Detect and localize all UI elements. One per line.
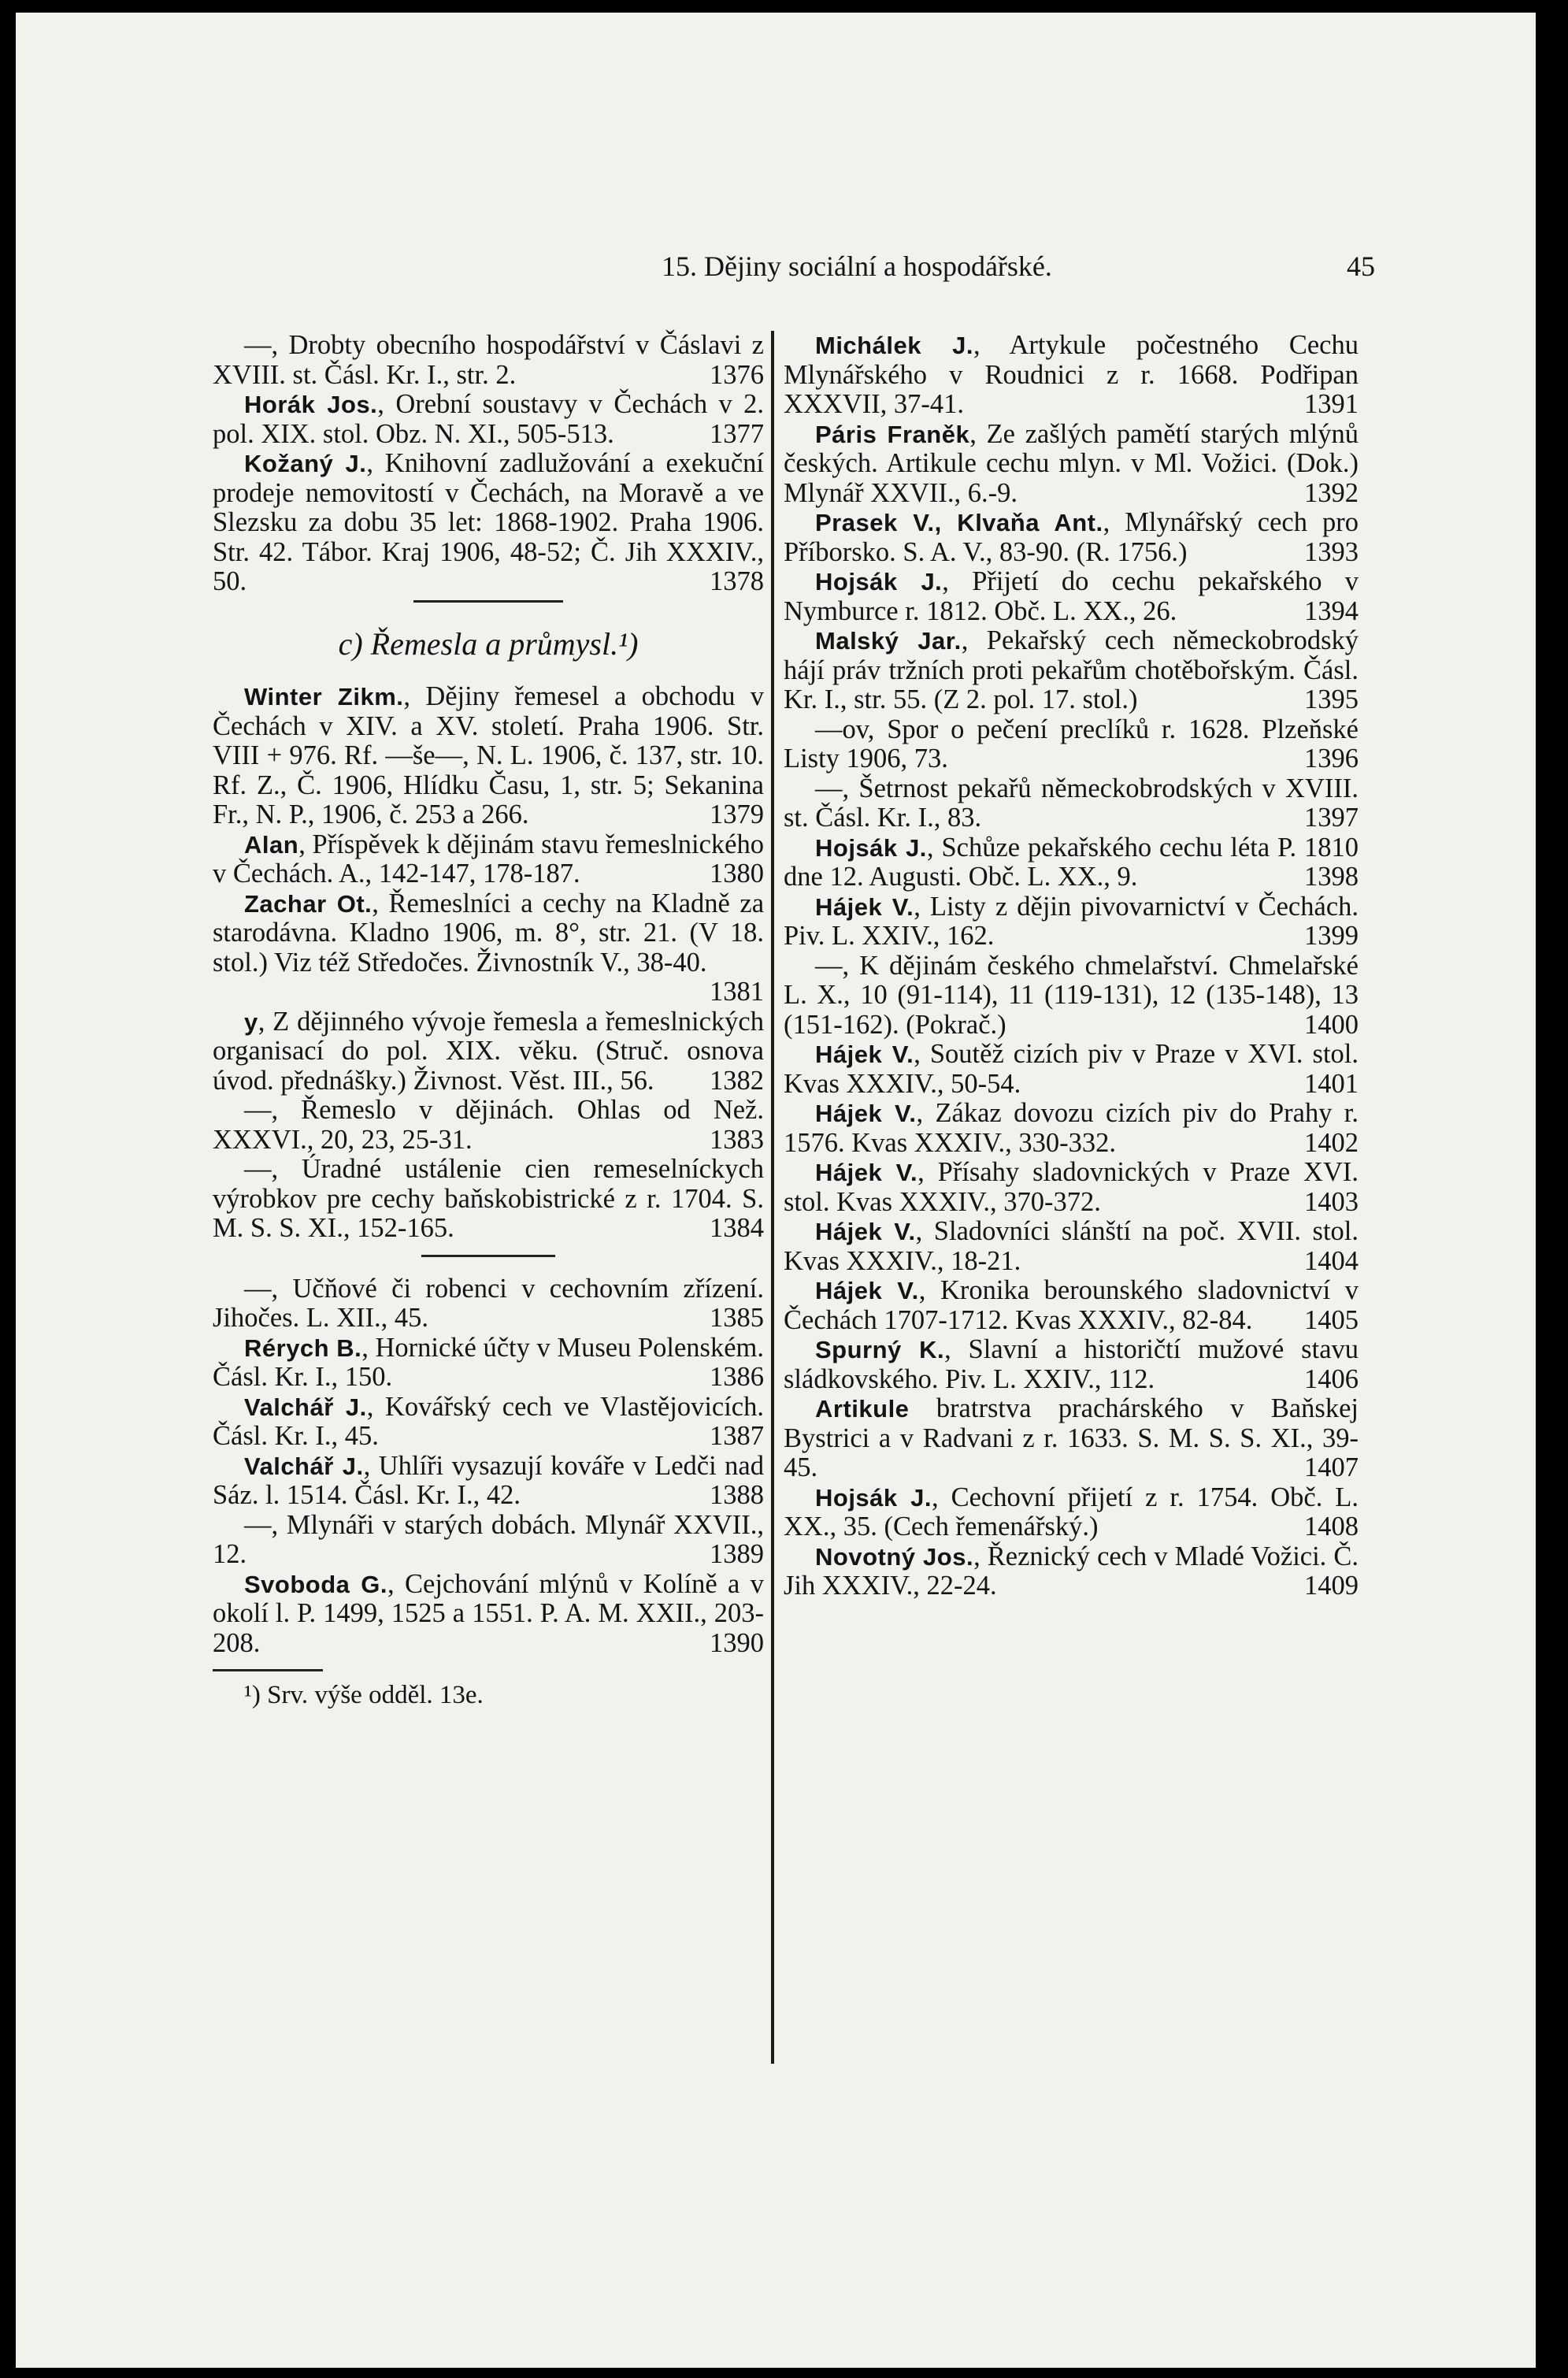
- author-name: Artikule: [815, 1395, 910, 1423]
- bibliography-entry: [784, 715, 1359, 774]
- bibliography-entry: [213, 1452, 764, 1511]
- entry-text: , Kovářský cech ve Vlastějovicích. Čásl. Kr. I., 45.: [213, 1391, 764, 1451]
- entry-number: 1390: [710, 1627, 764, 1658]
- entry-number: 1384: [710, 1213, 764, 1243]
- entry-number: 1395: [1304, 684, 1359, 714]
- entry-text: , Slavní a historičtí mužové stavu sládkovského. Piv. L. XXIV., 112.: [784, 1334, 1359, 1394]
- entry-number: 1409: [1304, 1571, 1359, 1601]
- entry-text: , Řemeslníci a cechy na Kladně za starodávna. Kladno 1906, m. 8°, str. 21. (V 18. stol.) Viz též Středočes. Živnostník V., 38-40.: [213, 888, 765, 978]
- bibliography-entry: [213, 1155, 764, 1244]
- entry-number: 1407: [1304, 1452, 1359, 1482]
- author-name: Hojsák J.: [815, 833, 927, 862]
- entry-text: , Zákaz dovozu cizích piv do Prahy r. 1576. Kvas XXXIV., 330-332.: [784, 1098, 1359, 1158]
- entry-text: —, Řemeslo v dějinách. Ohlas od Než. XXXVI., 20, 23, 25-31.: [213, 1095, 764, 1155]
- footnote: ¹) Srv. výše odděl. 13e.: [244, 1681, 484, 1709]
- entry-text: —, Šetrnost pekařů německobrodských v XVIII. st. Čásl. Kr. I., 83.: [784, 773, 1359, 833]
- entry-number: 1399: [1304, 921, 1359, 951]
- entry-number: 1403: [1304, 1186, 1359, 1217]
- entry-number: 1391: [1304, 389, 1359, 419]
- author-name: Hájek V.: [815, 1277, 919, 1304]
- bibliography-entry: [213, 1274, 764, 1334]
- author-name: Novotný Jos.: [815, 1542, 974, 1571]
- bibliography-entry: [213, 449, 764, 597]
- entry-number: 1383: [710, 1124, 764, 1155]
- entry-text: —, K dějinám českého chmelařství. Chmelařské L. X., 10 (91-114), 11 (119-131), 12 (135-148), 13 (151-162). (Pokrač.): [784, 950, 1359, 1040]
- entry-text: , Mlynářský cech pro Příborsko. S. A. V., 83-90. (R. 1756.): [784, 507, 1359, 567]
- author-name: Páris Franěk: [815, 420, 970, 448]
- author-name: Svoboda G.: [244, 1570, 388, 1598]
- bibliography-entry: [213, 1393, 764, 1452]
- bibliography-entry: [213, 331, 764, 390]
- entry-list-a: [213, 331, 764, 597]
- bibliography-entry: [784, 1276, 1359, 1335]
- entry-text: —, Mlynáři v starých dobách. Mlynář XXVII., 12.: [213, 1509, 764, 1569]
- entry-text: , Cejchování mlýnů v Kolíně a v okolí l. P. 1499, 1525 a 1551. P. A. M. XXII., 203-208.: [213, 1568, 764, 1658]
- entry-number: 1388: [710, 1480, 764, 1510]
- entry-text: , Příspěvek k dějinám stavu řemeslnického v Čechách. A., 142-147, 178-187.: [213, 829, 764, 889]
- bibliography-entry: [784, 952, 1359, 1041]
- entry-text: , Přijetí do cechu pekařského v Nymburce r. 1812. Obč. L. XX., 26.: [784, 566, 1359, 626]
- entry-text: —, Učňové či robenci v cechovním zřízení. Jihočes. L. XII., 45.: [213, 1273, 764, 1333]
- author-name: Hojsák J.: [815, 1483, 932, 1512]
- author-name: Hájek V.: [815, 1218, 916, 1245]
- entry-text: , Uhlíři vysazují kováře v Ledči nad Sáz. l. 1514. Čásl. Kr. I., 42.: [213, 1450, 764, 1510]
- author-name: Valchář J.: [244, 1452, 364, 1480]
- entry-text: , Z dějinného vývoje řemesla a řemeslnických organisací do pol. XIX. věku. (Struč. osnova úvod. přednášky.) Živnost. Věst. III., 56.: [213, 1006, 764, 1096]
- page-number: 45: [1347, 250, 1375, 282]
- column-divider: [771, 331, 774, 2064]
- bibliography-entry: [213, 1096, 764, 1155]
- entry-list-right: [784, 331, 1359, 1601]
- entry-number: 1397: [1304, 803, 1359, 833]
- entry-number: 1378: [710, 566, 764, 596]
- entry-text: , Ze zašlých pamětí starých mlýnů českých. Artikule cechu mlyn. v Ml. Vožici. (Dok.) Mlynář XXVII., 6.-9.: [784, 418, 1359, 508]
- entry-text: , Řeznický cech v Mladé Vožici. Č. Jih XXXIV., 22-24.: [784, 1541, 1359, 1601]
- left-column: [213, 331, 764, 1711]
- bibliography-entry: [784, 892, 1359, 952]
- bibliography-entry: [213, 830, 764, 889]
- author-name: Hojsák J.: [815, 568, 943, 595]
- entry-text: , Hornické účty v Museu Polenském. Čásl. Kr. I., 150.: [213, 1332, 764, 1392]
- entry-text: , Dějiny řemesel a obchodu v Čechách v XIV. a XV. století. Praha 1906. Str. VIII + 976. Rf. —še—, N. L. 1906, č. 137, str. 10. Rf. Z., Č. 1906, Hlídku Času, 1, str. 5; Sekanina Fr., N. P., 1906, č. 253 a 266.: [213, 681, 764, 829]
- entry-text: —, Drobty obecního hospodářství v Čáslavi z XVIII. st. Čásl. Kr. I., str. 2.: [213, 330, 764, 390]
- footnote-rule: [213, 1669, 323, 1671]
- entry-text: , Listy z dějin pivovarnictví v Čechách. Piv. L. XXIV., 162.: [784, 891, 1359, 951]
- bibliography-entry: [784, 1158, 1359, 1217]
- entry-number: 1379: [710, 799, 764, 829]
- entry-number: 1389: [710, 1539, 764, 1569]
- bibliography-entry: [213, 1511, 764, 1570]
- author-name: Zachar Ot.: [244, 889, 373, 918]
- bibliography-entry: [784, 1483, 1359, 1542]
- entry-number: 1394: [1304, 595, 1359, 626]
- author-name: Winter Zikm.: [244, 683, 404, 710]
- entry-number: 1386: [710, 1362, 764, 1392]
- separator-rule: [413, 600, 563, 603]
- entry-text: , Schůze pekařského cechu léta P. 1810 dne 12. Augusti. Obč. L. XX., 9.: [784, 832, 1359, 892]
- bibliography-entry: [784, 774, 1359, 833]
- author-name: Prasek V., Klvaňa Ant.: [815, 509, 1103, 536]
- bibliography-entry: [213, 390, 764, 449]
- entry-number: 1402: [1304, 1127, 1359, 1158]
- author-name: Valchář J.: [244, 1393, 367, 1421]
- author-name: Rérych B.: [244, 1334, 362, 1362]
- entry-text: , Artykule počestného Cechu Mlynářského v Roudnici z r. 1668. Podřipan XXXVII, 37-41.: [784, 330, 1359, 419]
- right-column: [784, 331, 1359, 1601]
- entry-number: 1387: [710, 1421, 764, 1451]
- bibliography-entry: [784, 1217, 1359, 1276]
- bibliography-entry: [784, 1394, 1359, 1483]
- bibliography-entry: [784, 420, 1359, 509]
- entry-number: 1392: [1304, 477, 1359, 508]
- separator-rule: [421, 1255, 555, 1257]
- bibliography-entry: [784, 1335, 1359, 1394]
- entry-text: , Sladovníci slánští na poč. XVII. stol. Kvas XXXIV., 18-21.: [784, 1216, 1359, 1276]
- entry-number: 1404: [1304, 1245, 1359, 1276]
- entry-number: 1382: [710, 1065, 764, 1096]
- entry-number: 1381: [710, 977, 764, 1007]
- entry-number: 1406: [1304, 1363, 1359, 1394]
- entry-number: 1385: [710, 1303, 764, 1333]
- bibliography-entry: [784, 833, 1359, 892]
- bibliography-entry: [784, 331, 1359, 420]
- bibliography-entry: [784, 567, 1359, 626]
- entry-number: 1400: [1304, 1009, 1359, 1040]
- bibliography-entry: [213, 1334, 764, 1393]
- entry-text: , Pekařský cech německobrodský hájí práv tržních proti pekařům chotěbořským. Čásl. Kr. I., str. 55. (Z 2. pol. 17. stol.): [784, 625, 1359, 714]
- bibliography-entry: [213, 682, 764, 830]
- entry-number: 1398: [1304, 862, 1359, 892]
- entry-list-b: [213, 682, 764, 1244]
- entry-number: 1380: [710, 859, 764, 889]
- author-name: Hájek V.: [815, 892, 914, 921]
- entry-number: 1377: [710, 418, 764, 449]
- author-name: Michálek J.: [815, 332, 974, 359]
- entry-text: , Orební soustavy v Čechách v 2. pol. XIX. stol. Obz. N. XI., 505-513.: [213, 389, 764, 449]
- author-name: y: [244, 1007, 258, 1036]
- author-name: Spurný K.: [815, 1336, 945, 1363]
- entry-number: 1401: [1304, 1068, 1359, 1099]
- entry-number: 1408: [1304, 1512, 1359, 1541]
- bibliography-entry: [213, 889, 764, 1007]
- bibliography-entry: [784, 1040, 1359, 1099]
- author-name: Horák Jos.: [244, 391, 378, 418]
- entry-list-c: [213, 1274, 764, 1659]
- author-name: Alan: [244, 830, 299, 859]
- running-header: 15. Dějiny sociální a hospodářské.: [662, 250, 1052, 282]
- entry-text: —ov, Spor o pečení preclíků r. 1628. Plzeňské Listy 1906, 73.: [784, 714, 1359, 773]
- entry-text: , Přísahy sladovnických v Praze XVI. stol. Kvas XXXIV., 370-372.: [784, 1157, 1359, 1217]
- bibliography-entry: [784, 626, 1359, 715]
- entry-number: 1376: [710, 359, 764, 390]
- author-name: Hájek V.: [815, 1100, 917, 1127]
- entry-number: 1396: [1304, 744, 1359, 773]
- author-name: Kožaný J.: [244, 450, 367, 477]
- author-name: Malský Jar.: [815, 627, 962, 655]
- entry-text: bratrstva prachárského v Baňskej Bystrici a v Radvani z r. 1633. S. M. S. S. XI., 39-45.: [784, 1393, 1359, 1482]
- bibliography-entry: [213, 1570, 764, 1659]
- bibliography-entry: [784, 1099, 1359, 1158]
- entry-number: 1393: [1304, 536, 1359, 567]
- section-heading: c) Řemesla a průmysl.¹): [338, 625, 639, 662]
- entry-number: 1405: [1304, 1304, 1359, 1335]
- entry-text: —, Úradné ustálenie cien remeselníckych výrobkov pre cechy baňskobistrické z r. 1704. S. M. S. S. XI., 152-165.: [213, 1154, 764, 1243]
- author-name: Hájek V.: [815, 1159, 918, 1186]
- bibliography-entry: [784, 508, 1359, 567]
- entry-text: , Cechovní přijetí z r. 1754. Obč. L. XX., 35. (Cech řemenářský.): [784, 1482, 1359, 1541]
- bibliography-entry: [784, 1542, 1359, 1601]
- bibliography-entry: [213, 1007, 764, 1096]
- entry-text: , Soutěž cizích piv v Praze v XVI. stol. Kvas XXXIV., 50-54.: [784, 1039, 1359, 1099]
- entry-text: , Knihovní zadlužování a exekuční prodeje nemovitostí v Čechách, na Moravě a ve Slezsku za dobu 35 let: 1868-1902. Praha 1906. Str. 42. Tábor. Kraj 1906, 48-52; Č. Jih XXXIV., 50.: [213, 448, 764, 596]
- author-name: Hájek V.: [815, 1041, 914, 1068]
- entry-text: , Kronika berounského sladovnictví v Čechách 1707-1712. Kvas XXXIV., 82-84.: [784, 1275, 1359, 1335]
